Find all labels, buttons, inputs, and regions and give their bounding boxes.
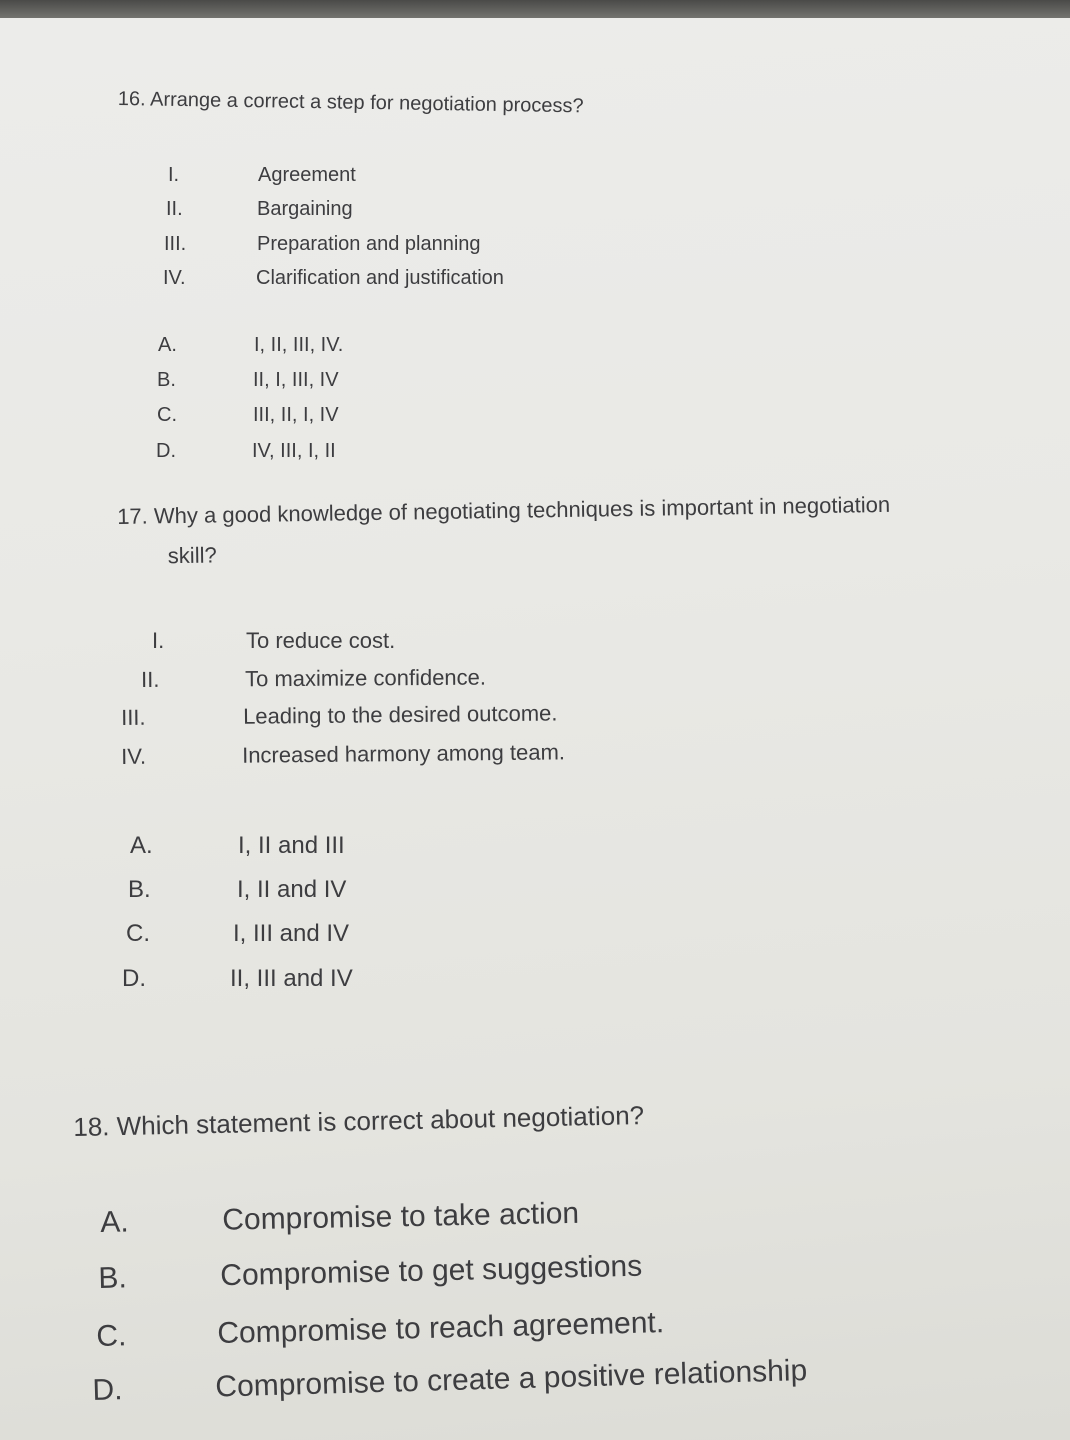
statement-text: Leading to the desired outcome.	[242, 700, 558, 729]
roman-numeral: IV.	[121, 743, 147, 769]
statement-text: To maximize confidence.	[244, 664, 487, 692]
question-16: 16. Arrange a correct a step for negotiation process?	[117, 88, 584, 118]
roman-numeral: I.	[168, 164, 180, 186]
statement-text: Agreement	[258, 164, 356, 186]
option-letter: D.	[92, 1373, 123, 1407]
option-letter: A.	[130, 832, 153, 859]
option-letter: C.	[157, 404, 177, 426]
option-letter: C.	[126, 920, 150, 947]
option-text: Compromise to get suggestions	[219, 1249, 643, 1293]
statement-text: Clarification and justification	[256, 267, 504, 289]
option-text: Compromise to create a positive relationship	[214, 1354, 808, 1404]
roman-numeral: III.	[164, 233, 187, 255]
roman-numeral: II.	[141, 666, 160, 692]
option-text: II, III and IV	[230, 965, 353, 992]
option-text: IV, III, I, II	[252, 440, 336, 462]
statement-text: Bargaining	[257, 198, 353, 220]
option-letter: B.	[128, 876, 151, 903]
option-text: Compromise to reach agreement.	[216, 1306, 665, 1351]
statement-text: Preparation and planning	[257, 233, 481, 255]
statement-text: Increased harmony among team.	[241, 739, 566, 768]
question-17	[117, 492, 891, 570]
option-letter: A.	[158, 334, 177, 356]
roman-numeral: III.	[121, 704, 146, 730]
option-letter: C.	[96, 1319, 127, 1353]
option-letter: B.	[98, 1261, 128, 1295]
option-letter: D.	[156, 440, 176, 462]
option-letter: B.	[157, 369, 176, 391]
option-text: I, II and III	[238, 832, 345, 859]
option-text: III, II, I, IV	[253, 404, 339, 426]
option-letter: A.	[100, 1205, 129, 1239]
option-text: II, I, III, IV	[253, 369, 339, 391]
option-text: I, II and IV	[237, 876, 347, 903]
option-text: I, III and IV	[233, 920, 350, 947]
option-text: Compromise to take action	[221, 1196, 580, 1237]
roman-numeral: IV.	[163, 267, 186, 289]
question-17-line-2: skill?	[167, 542, 217, 569]
question-18: 18. Which statement is correct about negotiation?	[73, 1100, 645, 1142]
option-letter: D.	[122, 965, 146, 992]
roman-numeral: I.	[152, 628, 165, 653]
option-text: I, II, III, IV.	[254, 334, 344, 356]
question-17-line-1: 17. Why a good knowledge of negotiating techniques is important in negotiation	[117, 491, 891, 529]
roman-numeral: II.	[166, 198, 183, 220]
statement-text: To reduce cost.	[246, 628, 396, 653]
